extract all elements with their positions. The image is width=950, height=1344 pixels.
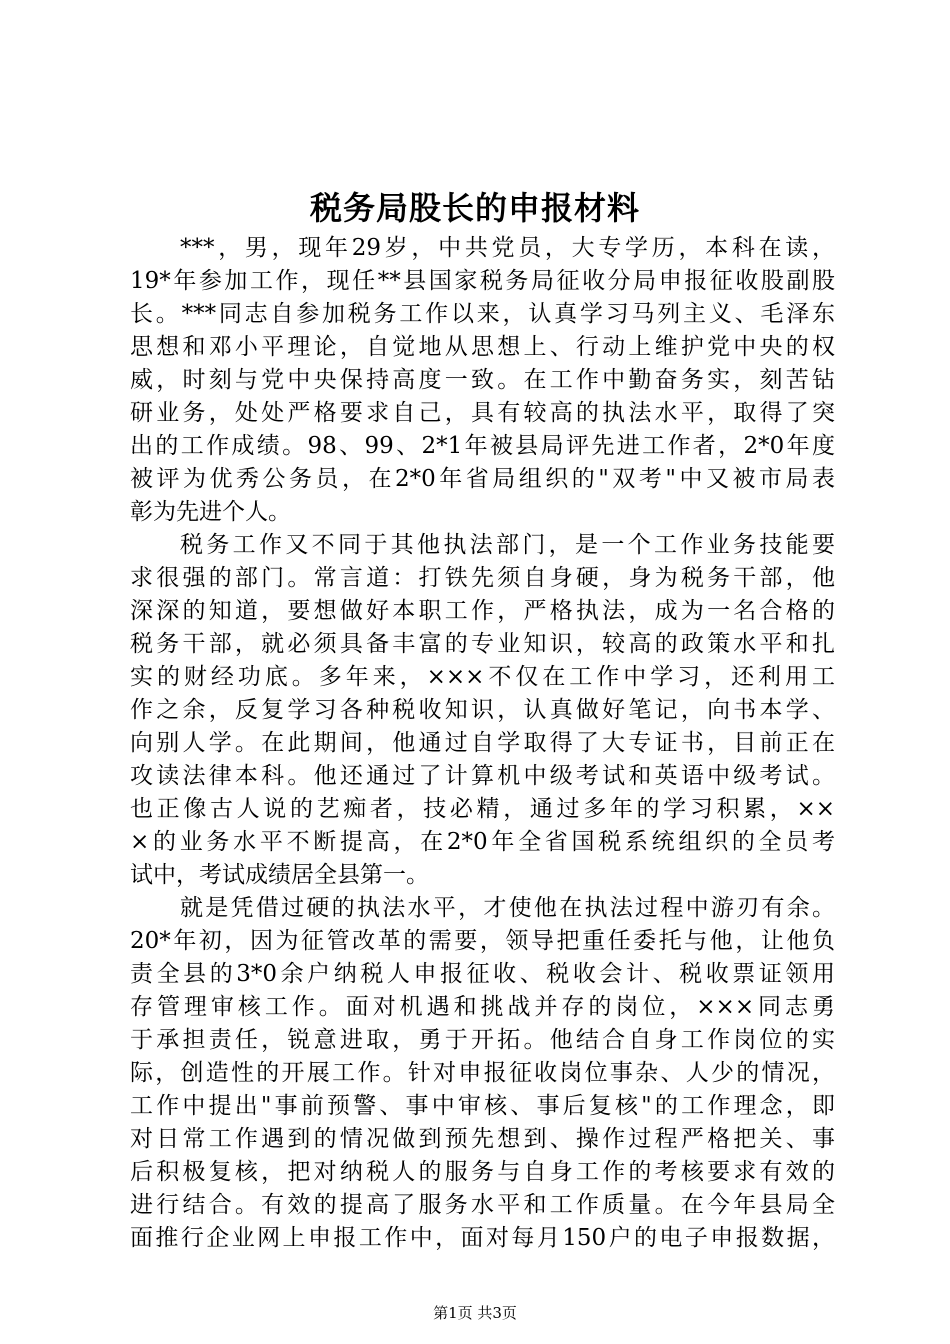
text-line: 进行结合。有效的提高了服务水平和工作质量。在今年县局全 [130,1192,835,1218]
text-line: 作之余，反复学习各种税收知识，认真做好笔记，向书本学、 [130,697,835,723]
text-line: 求很强的部门。常言道：打铁先须自身硬，身为税务干部，他 [130,565,835,591]
text-line: 对日常工作遇到的情况做到预先想到、操作过程严格把关、事 [130,1126,835,1152]
text-line: 被评为优秀公务员，在2*0年省局组织的"双考"中又被市局表 [130,466,835,492]
text-line: ×的业务水平不断提高，在2*0年全省国税系统组织的全员考 [130,829,835,855]
text-line: 出的工作成绩。98、99、2*1年被县局评先进工作者，2*0年度 [130,433,835,459]
document-title: 税务局股长的申报材料 [309,189,640,227]
text-line: 责全县的3*0余户纳税人申报征收、税收会计、税收票证领用 [130,961,835,987]
document-body [130,232,835,1255]
text-line: 彰为先进个人。 [130,499,291,525]
text-line: 攻读法律本科。他还通过了计算机中级考试和英语中级考试。 [130,763,835,789]
text-line: ***，男，现年29岁，中共党员，大专学历，本科在读， [180,235,835,261]
paragraph-1 [130,232,835,529]
paragraph-3 [130,892,835,1255]
text-line: 20*年初，因为征管改革的需要，领导把重任委托与他，让他负 [130,928,835,954]
text-line: 也正像古人说的艺痴者，技必精，通过多年的学习积累，×× [130,796,835,822]
text-line: 工作中提出"事前预警、事中审核、事后复核"的工作理念，即 [130,1093,835,1119]
text-line: 向别人学。在此期间，他通过自学取得了大专证书，目前正在 [130,730,835,756]
text-line: 长。***同志自参加税务工作以来，认真学习马列主义、毛泽东 [130,301,835,327]
text-line: 存管理审核工作。面对机遇和挑战并存的岗位，×××同志勇 [130,994,835,1020]
paragraph-2 [130,529,835,892]
text-line: 后积极复核，把对纳税人的服务与自身工作的考核要求有效的 [130,1159,835,1185]
text-line: 就是凭借过硬的执法水平，才使他在执法过程中游刃有余。 [180,895,835,921]
text-line: 试中，考试成绩居全县第一。 [130,862,429,888]
text-line: 税务工作又不同于其他执法部门，是一个工作业务技能要 [180,532,835,558]
text-line: 税务干部，就必须具备丰富的专业知识，较高的政策水平和扎 [130,631,835,657]
text-line: 面推行企业网上申报工作中，面对每月150户的电子申报数据， [130,1225,835,1251]
text-line: 际，创造性的开展工作。针对申报征收岗位事杂、人少的情况， [130,1060,835,1086]
page-footer: 第1页 共3页 [433,1304,517,1322]
text-line: 于承担责任，锐意进取，勇于开拓。他结合自身工作岗位的实 [130,1027,835,1053]
text-line: 深深的知道，要想做好本职工作，严格执法，成为一名合格的 [130,598,835,624]
text-line: 思想和邓小平理论，自觉地从思想上、行动上维护党中央的权 [130,334,835,360]
text-line: 研业务，处处严格要求自己，具有较高的执法水平，取得了突 [130,400,835,426]
text-line: 19*年参加工作，现任**县国家税务局征收分局申报征收股副股 [130,268,835,294]
text-line: 威，时刻与党中央保持高度一致。在工作中勤奋务实，刻苦钻 [130,367,835,393]
text-line: 实的财经功底。多年来，×××不仅在工作中学习，还利用工 [130,664,835,690]
